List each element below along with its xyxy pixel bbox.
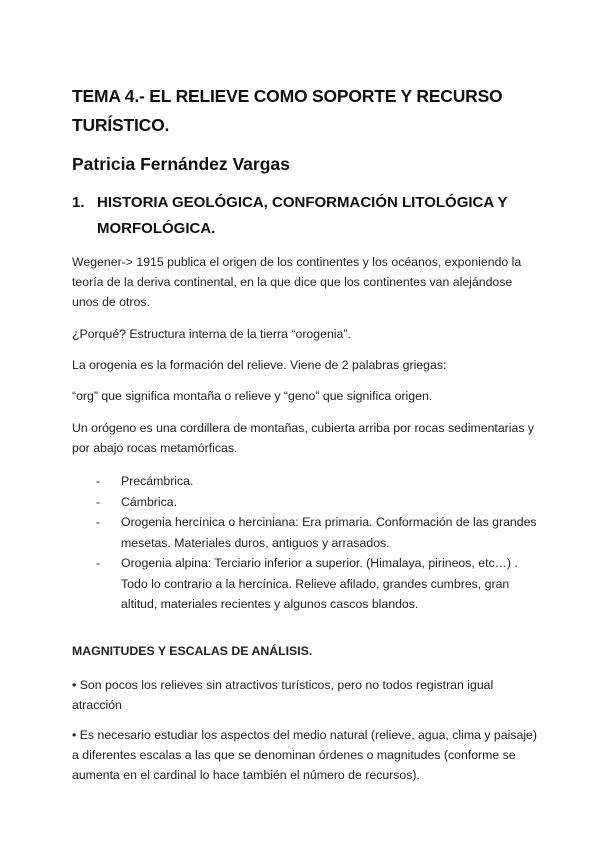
author-name: Patricia Fernández Vargas [72, 154, 290, 174]
list-item-text: Precámbrica. [121, 474, 194, 488]
paragraph-porque: ¿Porqué? Estructura interna de la tierra “orogenia”. [72, 327, 351, 341]
paragraph-orogenia: La orogenia es la formación del relieve. Viene de 2 palabras griegas: [72, 358, 447, 372]
list-dash: - [96, 474, 101, 488]
paragraph-orogeno: Un orógeno es una cordillera de montañas, cubierta arriba por rocas sedimentarias y por abajo rocas metamórficas. [72, 421, 535, 455]
section-heading [72, 190, 552, 242]
list-item-text: Orogenia alpina: Terciario inferior a superior. (Himalaya, pirineos, etc…) . Todo lo contrario a la hercínica. Relieve afilado, grandes cumbres, gran altitud, materiales recientes y algunos cascos blandos. [121, 556, 518, 611]
list-dash: - [96, 494, 101, 509]
list-item-text: Cámbrica. [121, 494, 178, 509]
section-heading-text: HISTORIA GEOLÓGICA, CONFORMACIÓN LITOLÓGICA Y MORFOLÓGICA. [97, 194, 508, 237]
bullet-paragraph: • Son pocos los relieves sin atractivos turísticos, pero no todos registran igual atracción [72, 678, 494, 712]
list-item [96, 492, 546, 513]
orogeny-list [96, 471, 546, 615]
bullet-paragraph: • Es necesario estudiar los aspectos del medio natural (relieve, agua, clima y paisaje) a diferentes escalas a las que se denominan órdenes o magnitudes (conforme se aumenta en el cardinal lo hace también el número de recursos). [72, 728, 537, 782]
list-item-text: Orogenia hercínica o herciniana: Era primaria. Conformación de las grandes mesetas. Materiales duros, antiguos y arrasados. [121, 515, 537, 550]
list-item [96, 512, 546, 553]
document-title: TEMA 4.- EL RELIEVE COMO SOPORTE Y RECURSO TURÍSTICO. [72, 86, 503, 135]
list-dash: - [96, 556, 101, 570]
list-item [96, 471, 546, 492]
list-dash: - [96, 515, 101, 529]
magnitudes-heading: MAGNITUDES Y ESCALAS DE ANÁLISIS. [72, 644, 313, 658]
paragraph-wegener: Wegener-> 1915 publica el origen de los continentes y los océanos, exponiendo la teoría de la deriva continental, en la que dice que los continentes van alejándose unos de otros. [72, 255, 522, 309]
paragraph-org-geno: “org” que significa montaña o relieve y “geno” que significa origen. [72, 389, 433, 403]
list-item [96, 553, 546, 615]
section-number: 1. [72, 194, 85, 211]
